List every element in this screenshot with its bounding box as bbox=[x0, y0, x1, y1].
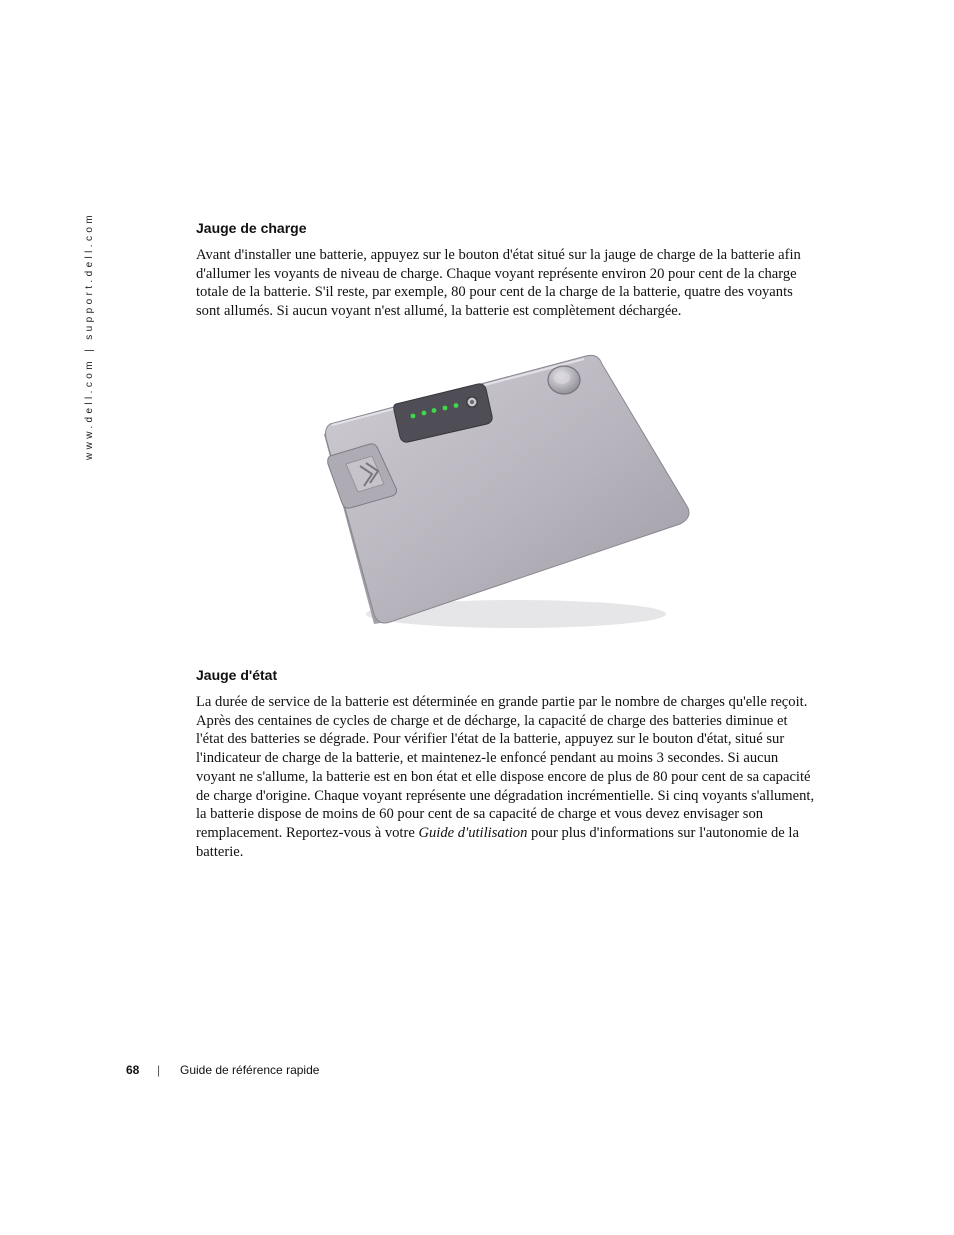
section-heading-charge-gauge: Jauge de charge bbox=[196, 220, 307, 236]
charge-gauge-paragraph: Avant d'installer une batterie, appuyez sur le bouton d'état situé sur la jauge de charge de la batterie afin d'allumer les voyants de niveau de charge. Chaque voyant représente environ 20 pour cent de la charge totale de la batterie. S'il reste, par exemple, 80 pour cent de la charge de la batterie, quatre des voyants sont allumés. Si aucun voyant n'est allumé, la batterie est complètement déchargée. bbox=[196, 247, 801, 320]
status-gauge-paragraph bbox=[196, 693, 816, 861]
page-number: 68 bbox=[126, 1063, 140, 1077]
battery-illustration bbox=[316, 352, 692, 632]
user-guide-title: Guide d'utilisation bbox=[418, 824, 528, 841]
status-gauge-text-end: pour plus d'informations sur l'autonomie de la batterie. bbox=[196, 824, 799, 860]
status-gauge-text-start: La durée de service de la batterie est déterminée en grande partie par le nombre de charges qu'elle reçoit. Après des centaines de cycles de charge et de décharge, la capacité de charge des batteries diminue et l'état des batteries se dégrade. Pour vérifier l'état de la batterie, appuyez sur le bouton d'état, situé sur l'indicateur de charge de la batterie, et maintenez-le enfoncé pendant au moins 3 secondes. Si aucun voyant ne s'allume, la batterie est en bon état et elle dispose encore de plus de 80 pour cent de sa capacité de charge d'origine. Chaque voyant représente une dégradation incrémentielle. Si cinq voyants s'allument, la batterie dispose de moins de 60 pour cent de sa capacité de charge et vous devez envisager son remplacement. Reportez-vous à votre bbox=[196, 694, 815, 841]
footer-separator: | bbox=[157, 1063, 161, 1077]
section-heading-status-gauge: Jauge d'état bbox=[196, 667, 278, 683]
footer-title: Guide de référence rapide bbox=[180, 1063, 320, 1077]
sidebar-url: www.dell.com | support.dell.com bbox=[84, 211, 95, 460]
